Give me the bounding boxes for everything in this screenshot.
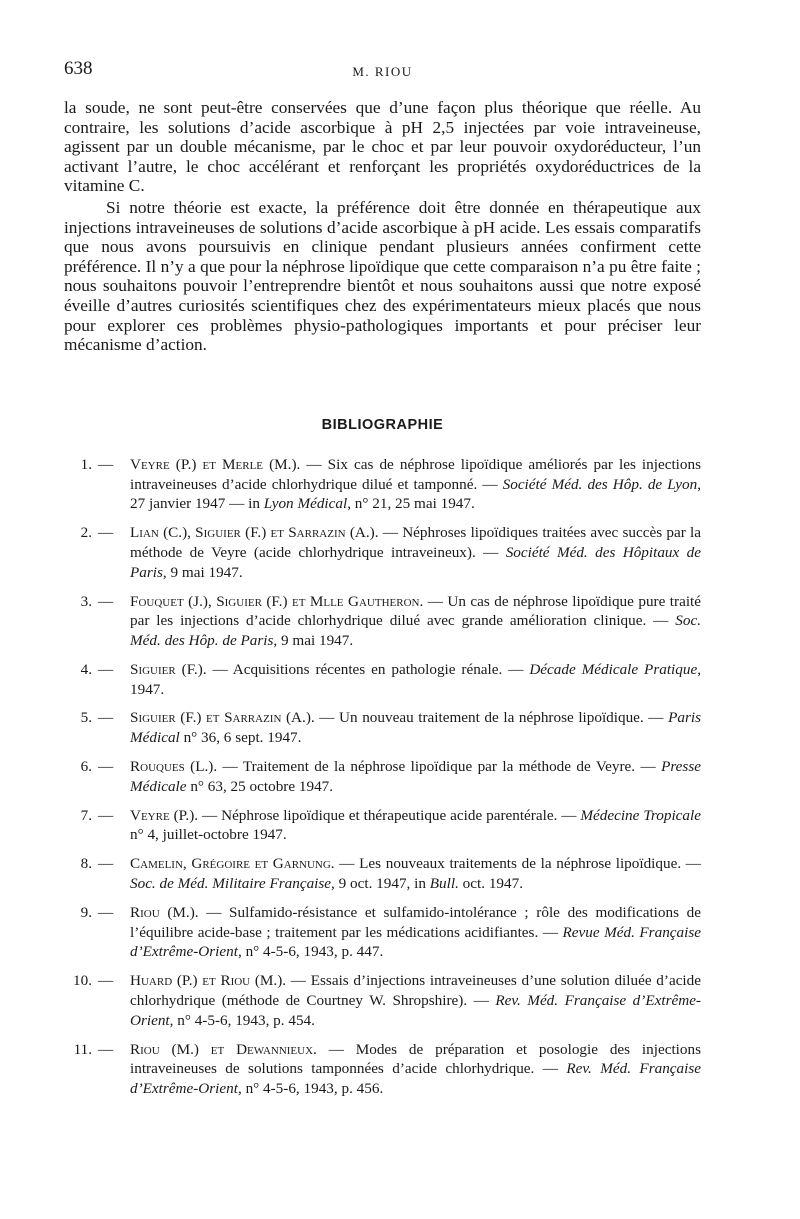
reference-text: — Essais d’injections intraveineuses d’une solution diluée d’acide chlorhydrique (méthode de Courtney W. Shropshire). —: [130, 972, 701, 1010]
reference-text: — Un nouveau traitement de la néphrose lipoïdique. —: [314, 709, 669, 727]
reference-text: — Six cas de néphrose lipoïdique améliorés par les injections intraveineuses d’acide chlorhydrique dilué et tamponné. —: [130, 455, 701, 493]
reference-11: [64, 1040, 701, 1099]
reference-source: Soc. de Méd. Militaire Française: [130, 875, 332, 893]
bibliography-title: BIBLIOGRAPHIE: [321, 416, 444, 433]
page: [64, 58, 701, 1108]
reference-dash: —: [98, 972, 114, 990]
reference-dash: —: [98, 709, 114, 727]
reference-number: 3.: [80, 592, 92, 610]
reference-authors: Rouques (L.).: [130, 758, 218, 776]
reference-source: Société Méd. des Hôp. de Lyon: [502, 475, 698, 493]
reference-source: Paris Médical: [130, 709, 701, 747]
reference-number: 1.: [80, 455, 92, 473]
reference-number: 2.: [80, 524, 92, 542]
reference-1: [64, 455, 701, 514]
reference-9: [64, 903, 701, 962]
reference-tail: , 9 oct. 1947, in: [331, 875, 430, 893]
reference-text: — Traitement de la néphrose lipoïdique par la méthode de Veyre. —: [217, 758, 662, 776]
reference-source-secondary: Bull.: [429, 875, 459, 893]
reference-number: 9.: [80, 903, 92, 921]
reference-source: Décade Médicale Pratique: [529, 660, 698, 678]
reference-authors: Riou (M.).: [130, 903, 199, 921]
reference-dash: —: [98, 592, 114, 610]
reference-authors: Camelin, Grégoire et Garnung.: [130, 855, 335, 873]
reference-authors: Veyre (P.) et Merle (M.).: [130, 455, 301, 473]
reference-tail: , 9 mai 1947.: [162, 563, 243, 581]
reference-authors: Huard (P.) et Riou (M.).: [130, 972, 287, 990]
reference-tail: , n° 4-5-6, 1943, p. 454.: [169, 1011, 315, 1029]
reference-source: Soc. Méd. des Hôp. de Paris: [130, 612, 701, 650]
reference-tail: n° 36, 6 sept. 1947.: [179, 729, 302, 747]
reference-dash: —: [98, 855, 114, 873]
reference-number: 5.: [80, 709, 92, 727]
reference-5: [64, 708, 701, 748]
reference-source: Médecine Tropicale: [580, 806, 701, 824]
page-header: [64, 58, 701, 86]
reference-number: 11.: [73, 1040, 92, 1058]
reference-source: Rev. Méd. Française d’Extrême-Orient: [130, 1060, 701, 1098]
reference-source-secondary: Lyon Médical: [263, 495, 348, 513]
reference-text: — Modes de préparation et posologie des injections intraveineuses de solutions tamponnées d’acide chlorhydrique. —: [130, 1040, 701, 1078]
reference-3: [64, 592, 701, 651]
reference-tail: , 1947.: [130, 660, 702, 698]
reference-text: — Néphroses lipoïdiques traitées avec succès par la méthode de Veyre (acide chlorhydrique intraveineux). —: [130, 524, 702, 561]
reference-number: 4.: [80, 660, 92, 678]
reference-source: Rev. Méd. Française d’Extrême-Orient: [130, 992, 701, 1029]
reference-tail-secondary: oct. 1947.: [458, 875, 523, 893]
reference-text: — Sulfamido-résistance et sulfamido-intolérance ; rôle des modifications de l’équilibre acide-base ; traitement par les médications acidifiantes. —: [130, 903, 701, 941]
reference-authors: Lian (C.), Siguier (F.) et Sarrazin (A.).: [130, 524, 379, 542]
reference-8: [64, 854, 701, 894]
reference-dash: —: [98, 660, 114, 678]
reference-tail: , 27 janvier 1947 — in: [130, 475, 701, 513]
reference-source: Société Méd. des Hôpitaux de Paris: [130, 543, 701, 581]
reference-authors: Siguier (F.).: [130, 660, 207, 678]
reference-number: 6.: [80, 758, 92, 776]
reference-text: — Un cas de néphrose lipoïdique pure traité par les injections d’acide chlorhydrique dilué avec grande amélioration clinique. —: [130, 592, 701, 630]
bibliography-list: [64, 455, 701, 1099]
reference-text: — Néphrose lipoïdique et thérapeutique acide parentérale. —: [198, 806, 581, 824]
reference-tail: n° 4, juillet-octobre 1947.: [130, 826, 287, 844]
reference-source: Presse Médicale: [130, 758, 701, 795]
reference-authors: Riou (M.) et Dewannieux.: [130, 1040, 317, 1058]
reference-dash: —: [98, 758, 114, 776]
reference-tail-secondary: , n° 21, 25 mai 1947.: [347, 495, 475, 513]
reference-dash: —: [98, 1040, 114, 1058]
reference-4: [64, 660, 701, 700]
reference-10: [64, 971, 701, 1030]
reference-2: [64, 523, 701, 582]
reference-authors: Veyre (P.).: [130, 806, 199, 824]
reference-tail: , 9 mai 1947.: [273, 632, 354, 650]
reference-dash: —: [98, 524, 114, 542]
running-head: M. RIOU: [352, 64, 413, 79]
body-text: [64, 98, 701, 355]
reference-text: — Acquisitions récentes en pathologie rénale. —: [206, 660, 530, 678]
reference-authors: Siguier (F.) et Sarrazin (A.).: [130, 709, 315, 727]
reference-number: 10.: [73, 972, 92, 990]
reference-source: Revue Méd. Française d’Extrême-Orient: [130, 923, 701, 961]
reference-dash: —: [98, 806, 114, 824]
reference-authors: Fouquet (J.), Siguier (F.) et Mlle Gautheron.: [130, 592, 424, 610]
reference-number: 7.: [80, 806, 92, 824]
paragraph: Si notre théorie est exacte, la préférence doit être donnée en thérapeutique aux injections intraveineuses de solutions d’acide ascorbique à pH acide. Les essais comparatifs que nous avons poursuivis en clinique pendant plusieurs années confirment cette préférence. Il n’y a que pour la néphrose lipoïdique que cette comparaison n’a pu être faite ; nous souhaitons pouvoir l’entreprendre bientôt et nous souhaitons aussi que notre exposé éveille d’autres curiosités scientifiques chez des expérimentateurs mieux placés que nous pour explorer ces problèmes physio-pathologiques importants et pour préciser leur mécanisme d’action.: [64, 197, 701, 355]
page-number: 638: [64, 58, 93, 79]
reference-tail: , n° 4-5-6, 1943, p. 456.: [237, 1080, 384, 1098]
reference-tail: n° 63, 25 octobre 1947.: [186, 777, 334, 795]
reference-number: 8.: [80, 855, 92, 873]
reference-tail: , n° 4-5-6, 1943, p. 447.: [237, 943, 384, 961]
reference-text: — Les nouveaux traitements de la néphrose lipoïdique. —: [334, 855, 701, 873]
paragraph: la soude, ne sont peut-être conservées que d’une façon plus théorique que réelle. Au contraire, les solutions d’acide ascorbique à pH 2,5 injectées par voie intraveineuse, agissent par un double mécanisme, par le choc et par leur pouvoir oxydoréducteur, l’un activant l’autre, le choc accélérant et renforçant les propriétés oxydoréductrices de la vitamine C.: [64, 98, 701, 196]
reference-dash: —: [98, 455, 114, 473]
reference-7: [64, 806, 701, 846]
reference-dash: —: [98, 903, 114, 921]
reference-6: [64, 757, 701, 797]
